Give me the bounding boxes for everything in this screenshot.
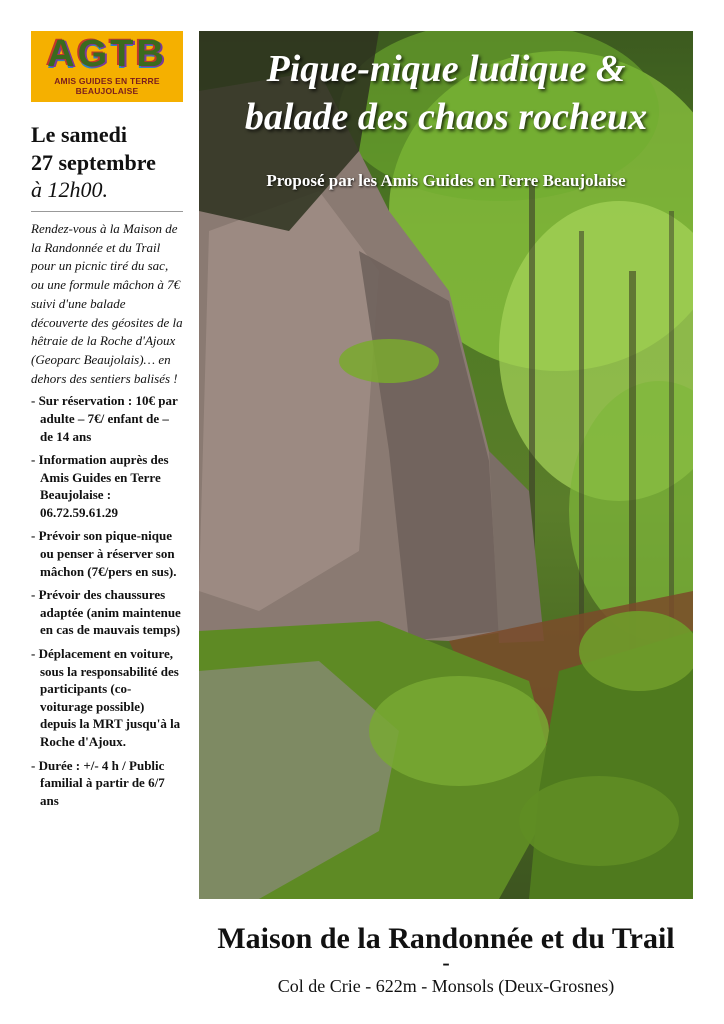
- logo-mark: AGTB: [47, 33, 167, 75]
- note-reservation: - Sur réservation : 10€ par adulte – 7€/ enfant de – de 14 ans: [31, 393, 178, 444]
- venue-address: Col de Crie - 622m - Monsols (Deux-Grosnes): [277, 976, 615, 996]
- agtb-logo: [31, 31, 183, 102]
- event-time: à 12h00.: [31, 177, 108, 202]
- event-notes: [31, 392, 183, 809]
- forest-illustration: [199, 31, 693, 899]
- event-title: [199, 45, 693, 141]
- forest-rock-photo: [199, 31, 693, 899]
- note-travel: - Déplacement en voiture, sous la responsabilité des participants (co-voiturage possible) depuis la MRT jusqu'à la Roche d'Ajoux.: [31, 646, 181, 750]
- note-picnic: - Prévoir son pique-nique ou penser à réserver son mâchon (7€/pers en sus).: [31, 528, 177, 579]
- title-line-2: balade des chaos rocheux: [244, 96, 648, 138]
- title-line-1: Pique-nique ludique &: [266, 48, 626, 90]
- note-shoes: - Prévoir des chaussures adaptée (anim maintenue en cas de mauvais temps): [31, 587, 181, 638]
- sidebar-divider: [31, 211, 183, 212]
- info-sidebar: [31, 121, 183, 815]
- event-date-day: Le samedi: [31, 122, 127, 147]
- venue-separator: -: [442, 950, 450, 975]
- event-intro: Rendez-vous à la Maison de la Randonnée et du Trail pour un picnic tiré du sac, ou une formule mâchon à 7€ suivi d'une balade découverte des géosites de la hêtraie de la Roche d'Ajoux (Geoparc Beaujolais)… en dehors des sentiers balisés !: [31, 221, 183, 386]
- logo-subtitle: AMIS GUIDES EN TERRE BEAUJOLAISE: [54, 76, 160, 96]
- event-date: 27 septembre: [31, 150, 156, 175]
- note-duration: - Durée : +/- 4 h / Public familial à partir de 6/7 ans: [31, 757, 165, 808]
- event-organizer: Proposé par les Amis Guides en Terre Beaujolaise: [266, 171, 626, 190]
- venue-name: Maison de la Randonnée et du Trail: [217, 922, 675, 955]
- note-information: - Information auprès des Amis Guides en Terre Beaujolaise : 06.72.59.61.29: [31, 452, 169, 520]
